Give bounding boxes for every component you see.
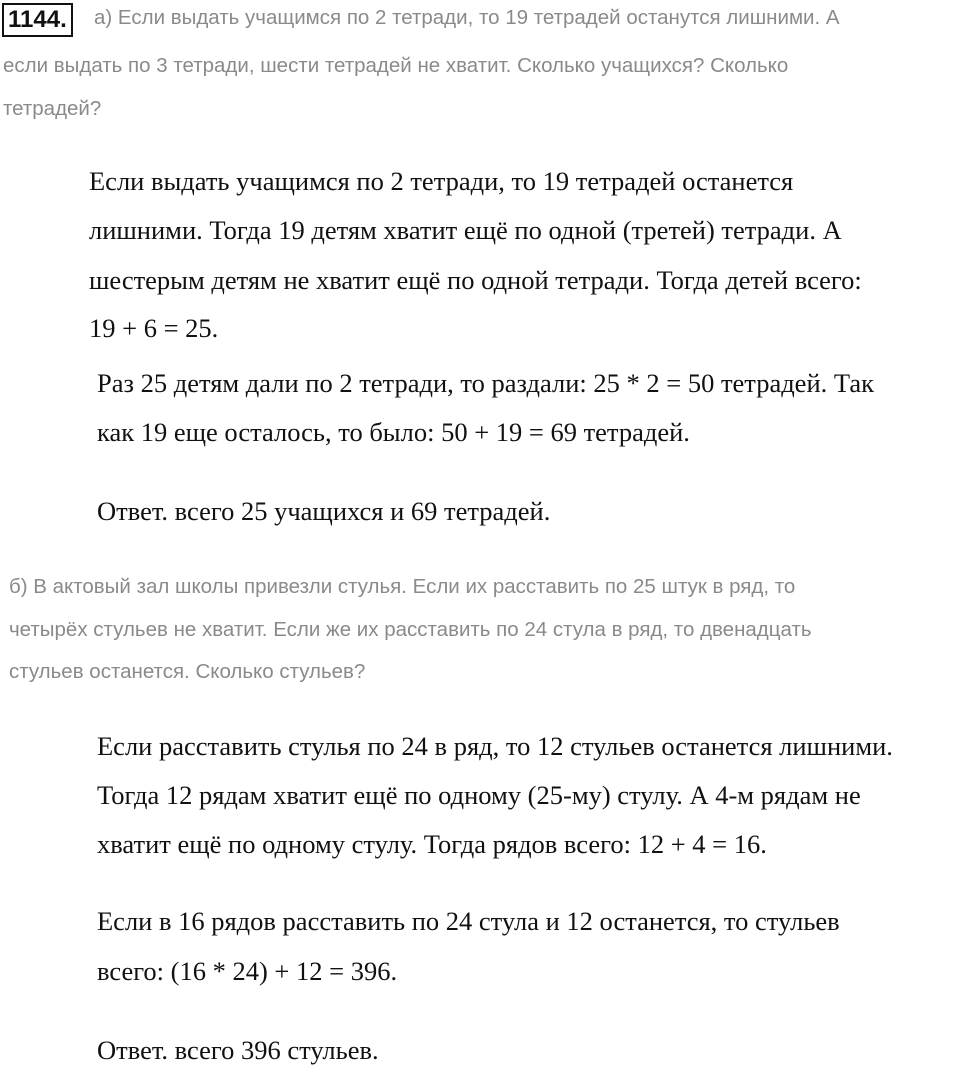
task-b-line-3: стульев останется. Сколько стульев? (9, 660, 366, 683)
solution-a-line-4: 19 + 6 = 25. (89, 313, 219, 343)
task-a-line-2: если выдать по 3 тетради, шести тетрадей не хватит. Сколько учащихся? Сколько (3, 54, 789, 77)
problem-number: 1144. (2, 3, 73, 37)
solution-b-line-1: Если расставить стулья по 24 в ряд, то 12 стульев останется лишними. (97, 731, 893, 761)
solution-b-line-3: хватит ещё по одному стулу. Тогда рядов всего: 12 + 4 = 16. (97, 829, 767, 859)
solution-b-line-4: Если в 16 рядов расставить по 24 стула и 12 останется, то стульев (97, 906, 840, 936)
solution-a-line-1: Если выдать учащимся по 2 тетради, то 19 тетрадей останется (89, 166, 794, 196)
task-a-line-3: тетрадей? (3, 97, 102, 120)
answer-a: Ответ. всего 25 учащихся и 69 тетрадей. (97, 496, 551, 526)
solution-a-line-2: лишними. Тогда 19 детям хватит ещё по одной (третей) тетради. А (89, 215, 842, 245)
solution-b-line-2: Тогда 12 рядам хватит ещё по одному (25-му) стулу. А 4-м рядам не (97, 780, 861, 810)
task-b-line-2: четырёх стульев не хватит. Если же их расставить по 24 стула в ряд, то двенадцать (9, 618, 812, 641)
solution-a-line-5: Раз 25 детям дали по 2 тетради, то раздали: 25 * 2 = 50 тетрадей. Так (97, 368, 875, 398)
task-b-line-1: б) В актовый зал школы привезли стулья. Если их расставить по 25 штук в ряд, то (9, 575, 796, 598)
solution-b-line-5: всего: (16 * 24) + 12 = 396. (97, 956, 398, 986)
task-a-line-1: а) Если выдать учащимся по 2 тетради, то 19 тетрадей останутся лишними. А (94, 6, 840, 29)
solution-a-line-6: как 19 еще осталось, то было: 50 + 19 = 69 тетрадей. (97, 417, 690, 447)
solution-a-line-3: шестерым детям не хватит ещё по одной тетради. Тогда детей всего: (89, 265, 862, 295)
answer-b: Ответ. всего 396 стульев. (97, 1035, 379, 1065)
